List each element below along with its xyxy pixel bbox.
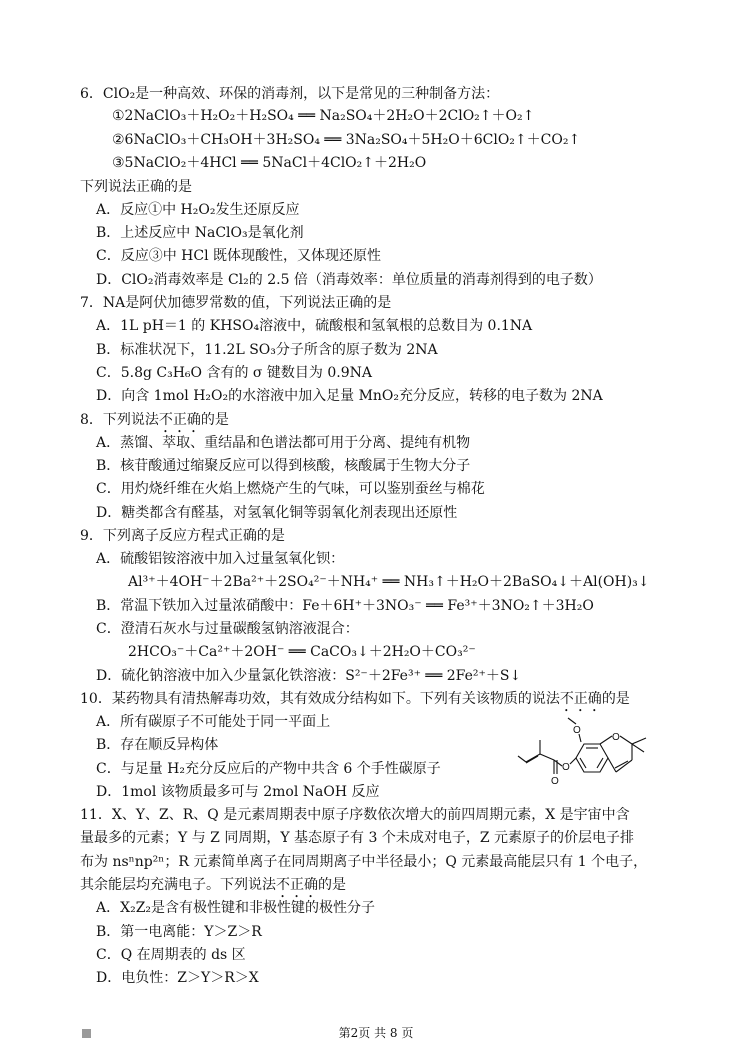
q10-option-b: B．存在顺反异构体 [96,737,219,753]
q10-option-c: C．与足量 H₂充分反应后的产物中共含 6 个手性碳原子 [96,761,441,777]
molecule-bonds [518,718,646,774]
q9-option-a-equation: Al³⁺＋4OH⁻＋2Ba²⁺＋2SO₄²⁻＋NH₄⁺ ══ NH₃↑＋H₂O＋2BaSO₄↓＋Al(OH)₃↓ [128,574,650,590]
q10-option-d: D．1mol 该物质最多可与 2mol NaOH 反应 [96,784,380,800]
q7-option-d: D．向含 1mol H₂O₂的水溶液中加入足量 MnO₂充分反应，转移的电子数为 2NA [96,388,603,404]
ester-oxygen-label: O [562,762,570,773]
q11-option-b: B．第一电离能：Y＞Z＞R [96,924,262,940]
q9-option-b: B．常温下铁加入过量浓硝酸中：Fe＋6H⁺＋3NO₃⁻ ══ Fe³⁺＋3NO₂↑＋3H₂O [96,598,594,614]
q8-stem-post: 的是 [200,412,229,428]
q6-option-d: D．ClO₂消毒效率是 Cl₂的 2.5 倍（消毒效率：单位质量的消毒剂得到的电子数） [96,272,602,288]
q6-prompt: 下列说法正确的是 [80,179,192,195]
q8-option-d: D．糖类都含有醛基，对氢氧化铜等弱氧化剂表现出还原性 [96,505,458,521]
q6-method-2: ②6NaClO₃＋CH₃OH＋3H₂SO₄ ══ 3Na₂SO₄＋5H₂O＋6ClO₂↑＋CO₂↑ [112,132,581,148]
q6-option-c: C．反应③中 HCl 既体现酸性，又体现还原性 [96,248,382,264]
q9-stem: 9．下列离子反应方程式正确的是 [80,528,285,544]
q7-stem: 7．NA是阿伏加德罗常数的值，下列说法正确的是 [80,295,392,311]
carbonyl-oxygen-label: O [551,776,559,787]
q8-option-c: C．用灼烧纤维在火焰上燃烧产生的气味，可以鉴别蚕丝与棉花 [96,481,485,497]
q11-stem-line-3: 布为 nsⁿnp²ⁿ；R 元素简单离子在同周期离子中半径最小；Q 元素最高能层只有 1 个电子， [80,854,648,870]
q10-stem-pre: 10．某药物具有清热解毒功效，其有效成分结构如下。下列有关该物质的说法 [80,691,560,707]
q11-option-d: D．电负性：Z＞Y＞R＞X [96,970,259,986]
q8-stem-pre: 8．下列说法 [80,412,159,428]
q7-option-a: A．1L pH＝1 的 KHSO₄溶液中，硫酸根和氢氧根的总数目为 0.1NA [96,318,533,334]
q6-stem: 6．ClO₂是一种高效、环保的消毒剂，以下是常见的三种制备方法： [80,86,500,102]
q10-option-a: A．所有碳原子不可能处于同一平面上 [96,714,331,730]
q10-stem-post: 的是 [601,691,630,707]
page-number: 第2页 共 8 页 [338,1026,414,1040]
molecule-structure-diagram [516,716,700,788]
q9-option-a: A．硫酸铝铵溶液中加入过量氢氧化钡： [96,551,345,567]
methoxy-oxygen-label: O [573,725,581,736]
q7-option-b: B．标准状况下，11.2L SO₃分子所含的原子数为 2NA [96,342,438,358]
q7-option-c: C．5.8g C₃H₆O 含有的 σ 键数目为 0.9NA [96,365,372,381]
q9-option-c: C．澄清石灰水与过量碳酸氢钠溶液混合： [96,621,359,637]
molecule-atom-labels [551,725,620,787]
q10-stem-emphasis: 不正确 [559,691,602,707]
q6-method-3: ③5NaClO₂＋4HCl ══ 5NaCl＋4ClO₂↑＋2H₂O [112,155,427,171]
q9-option-c-equation: 2HCO₃⁻＋Ca²⁺＋2OH⁻ ══ CaCO₃↓＋2H₂O＋CO₃²⁻ [128,644,476,660]
q11-option-c: C．Q 在周期表的 ds 区 [96,947,246,963]
q6-method-1: ①2NaClO₃＋H₂O₂＋H₂SO₄ ══ Na₂SO₄＋2H₂O＋2ClO₂↑＋O₂↑ [112,108,535,124]
q6-option-b: B．上述反应中 NaClO₃是氧化剂 [96,225,304,241]
q11-stem-emphasis: 不正确 [276,877,318,893]
ether-oxygen-label: O [612,732,620,743]
q11-stem-line-1: 11．X、Y、Z、R、Q 是元素周期表中原子序数依次增大的前四周期元素，X 是宇宙中含 [80,807,630,823]
q11-option-a: A．X₂Z₂是含有极性键和非极性键的极性分子 [96,900,376,916]
q6-option-a: A．反应①中 H₂O₂发生还原反应 [96,202,300,218]
q9-option-d: D．硫化钠溶液中加入少量氯化铁溶液：S²⁻＋2Fe³⁺ ══ 2Fe²⁺＋S↓ [96,668,522,684]
q11-stem-pre: 其余能层均充满电子。下列说法 [80,877,276,893]
q11-stem-post: 的是 [318,877,346,893]
q11-stem-line-2: 量最多的元素；Y 与 Z 同周期，Y 基态原子有 3 个未成对电子，Z 元素原子的价层电子排 [80,830,634,846]
q8-option-a: A．蒸馏、萃取、重结晶和色谱法都可用于分离、提纯有机物 [96,435,471,451]
q8-stem-emphasis: 不正确 [158,412,201,428]
q8-option-b: B．核苷酸通过缩聚反应可以得到核酸，核酸属于生物大分子 [96,458,471,474]
